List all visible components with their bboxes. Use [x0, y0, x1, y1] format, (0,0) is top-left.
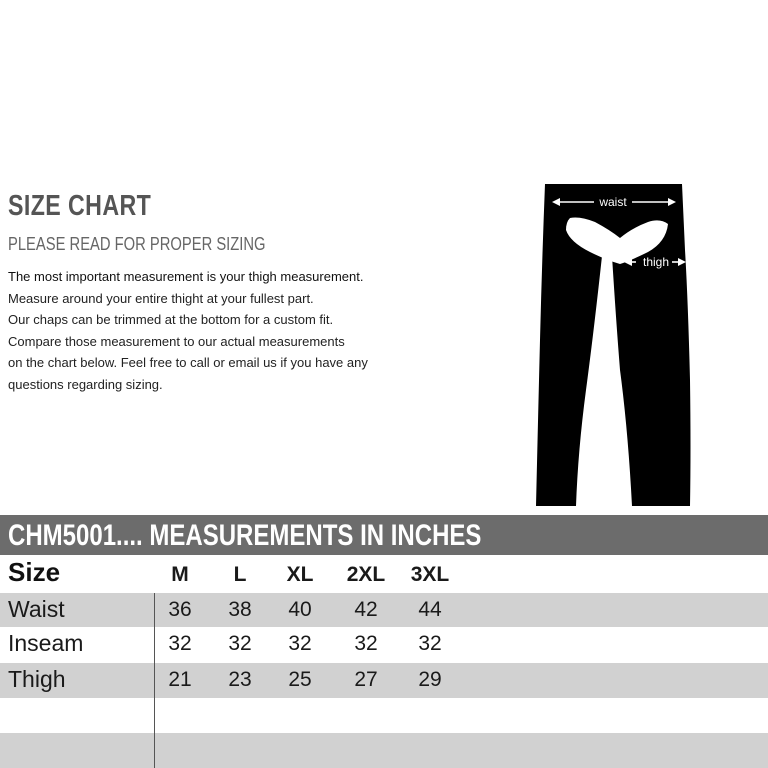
table-cell: 23 [228, 668, 252, 691]
table-row-empty [0, 733, 768, 768]
intro-line: questions regarding sizing. [8, 376, 163, 392]
table-cell: 44 [418, 598, 442, 621]
intro-line: Our chaps can be trimmed at the bottom for a custom fit. [8, 312, 334, 327]
table-cell: 32 [288, 632, 312, 655]
page-subtitle: PLEASE READ FOR PROPER SIZING [8, 234, 266, 254]
table-row-thigh [0, 663, 768, 698]
table-header-title: CHM5001.... MEASUREMENTS IN INCHES [8, 519, 482, 552]
page-title: SIZE CHART [8, 190, 152, 222]
size-column-label: Size [8, 557, 61, 587]
table-cell: 32 [354, 632, 378, 655]
row-label: Waist [8, 596, 65, 622]
table-cell: 38 [228, 598, 252, 621]
chaps-diagram [520, 180, 720, 510]
intro-text [8, 266, 368, 395]
table-cell: 29 [418, 668, 442, 691]
intro-line: Measure around your entire thight at your fullest part. [8, 290, 314, 306]
size-cell: 3XL [410, 563, 450, 586]
thigh-label: thigh [642, 255, 670, 269]
size-header-row [0, 556, 768, 593]
table-row-waist [0, 593, 768, 627]
table-cell: 27 [354, 668, 378, 691]
table-cell: 32 [228, 632, 252, 655]
row-label: Thigh [8, 666, 66, 692]
intro-line: The most important measurement is your thigh measurement. [8, 269, 364, 284]
inseam-label: inseam [583, 369, 602, 410]
table-cell: 21 [168, 668, 192, 691]
size-cell: L [233, 563, 247, 586]
table-cell: 32 [168, 632, 192, 655]
table-cell: 42 [354, 598, 378, 621]
size-cell: 2XL [346, 563, 386, 586]
table-cell: 25 [288, 668, 312, 691]
intro-line: on the chart below. Feel free to call or email us if you have any [8, 355, 368, 370]
size-cell: M [171, 563, 189, 586]
table-row-inseam [0, 627, 768, 663]
table-column-divider [154, 593, 155, 768]
intro-line: Compare those measurement to our actual measurements [8, 333, 345, 349]
table-cell: 36 [168, 598, 192, 621]
waist-label: waist [599, 195, 627, 209]
table-cell: 40 [288, 598, 312, 621]
table-row-empty [0, 698, 768, 733]
row-label: Inseam [8, 630, 84, 656]
table-cell: 32 [418, 632, 442, 655]
table-header-bar [0, 515, 768, 555]
size-cell: XL [286, 563, 314, 586]
chaps-silhouette [536, 184, 691, 506]
